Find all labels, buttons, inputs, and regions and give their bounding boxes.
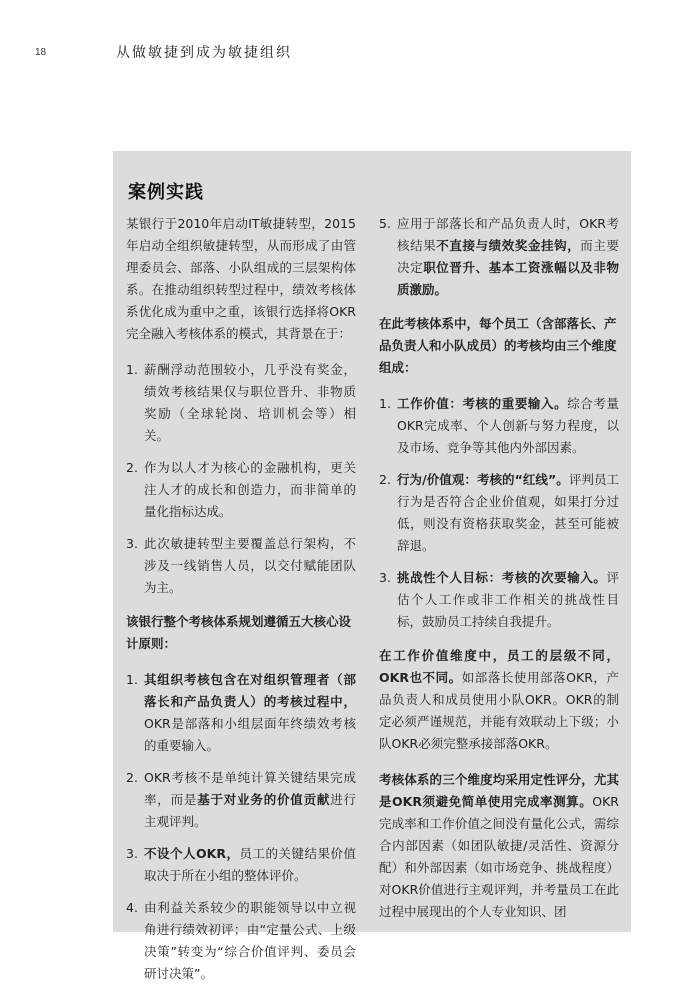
- principles-heading: 该银行整个考核体系规划遵循五大核心设计原则：: [126, 614, 352, 651]
- list-text: 评估个人工作或非工作相关的挑战性目标，鼓励员工持续自我提升。: [397, 570, 619, 629]
- list-number: 3.: [126, 536, 138, 551]
- bold-text: 行为/价值观：考核的“红线”。: [397, 472, 569, 487]
- bold-text: 在工作价值维度中，员工的层级不同，OKR也不同。: [379, 648, 619, 685]
- list-text: 应用于部落长和产品负责人时，OKR考核结果: [397, 216, 619, 253]
- list-item: [379, 393, 619, 459]
- list-number: 1.: [126, 672, 138, 687]
- list-item: [126, 359, 356, 447]
- list-text: 进行主观评判。: [144, 792, 356, 829]
- dimensions-heading: 在此考核体系中，每个员工（含部落长、产品负责人和小队成员）的考核均由三个维度组成：: [379, 316, 617, 375]
- list-number: 3.: [126, 846, 138, 861]
- list-item: [379, 213, 619, 301]
- principles-list: [126, 669, 356, 985]
- dimensions-list: [379, 393, 619, 633]
- bold-text: 不设个人OKR，: [144, 846, 240, 861]
- list-text: 员工的关键结果价值取决于所在小组的整体评价。: [144, 846, 356, 883]
- bold-text: 基于对业务的价值贡献: [197, 792, 331, 807]
- list-text: 而主要决定: [397, 238, 619, 275]
- left-column: [126, 213, 356, 997]
- bold-text: 其组织考核包含在对组织管理者（部落长和产品负责人）的考核过程中，: [144, 672, 356, 709]
- list-text: 薪酬浮动范围较小，几乎没有奖金，绩效考核结果仅与职位晋升、非物质奖励（全球轮岗、培训机会等）相关。: [144, 362, 356, 443]
- list-number: 2.: [126, 770, 138, 785]
- case-study-box: [113, 151, 631, 981]
- list-item: [379, 469, 619, 557]
- paragraph-text: OKR完成率和工作价值之间没有量化公式，需综合内部因素（如团队敏捷/灵活性、资源分配）和外部因素（如市场竞争、挑战程度）对OKR价值进行主观评判，并考量员工在此过程中展现出的个人专业知识、团: [379, 794, 619, 919]
- list-text: 综合考量OKR完成率、个人创新与努力程度，以及市场、竞争等其他内外部因素。: [397, 396, 619, 455]
- page-number: 18: [35, 47, 47, 58]
- list-number: 1.: [126, 362, 138, 377]
- list-text: 此次敏捷转型主要覆盖总行架构，不涉及一线销售人员，以交付赋能团队为主。: [144, 536, 356, 595]
- list-item: [379, 567, 619, 633]
- bold-text: 不直接与绩效奖金挂钩，: [436, 238, 581, 253]
- case-title: 案例实践: [128, 182, 204, 203]
- principles-list-continued: [379, 213, 619, 301]
- list-text: 评判员工行为是否符合企业价值观，如果打分过低，则没有资格获取奖金，甚至可能被辞退。: [397, 472, 619, 553]
- running-title: 从做敏捷到成为敏捷组织: [116, 45, 292, 61]
- list-item: [126, 767, 356, 833]
- list-number: 1.: [379, 396, 391, 411]
- list-text: OKR是部落和小组层面年终绩效考核的重要输入。: [144, 716, 356, 753]
- list-number: 2.: [126, 460, 138, 475]
- list-text: OKR考核不是单纯计算关键结果完成率，而是: [144, 770, 356, 807]
- list-item: [126, 897, 356, 985]
- list-number: 5.: [379, 216, 391, 231]
- bold-text: 职位晋升、基本工资涨幅以及非物质激励。: [397, 260, 619, 297]
- list-item: [126, 669, 356, 757]
- bold-text: 工作价值：考核的重要输入。: [397, 396, 568, 411]
- level-paragraph: [379, 645, 619, 755]
- list-number: 3.: [379, 570, 391, 585]
- list-number: 4.: [126, 900, 138, 915]
- bold-text: 挑战性个人目标：考核的次要输入。: [397, 570, 607, 585]
- bold-text: 考核体系的三个维度均采用定性评分，尤其是OKR须避免简单使用完成率测算。: [379, 772, 619, 809]
- right-column: [379, 213, 619, 937]
- intro-paragraph: 某银行于2010年启动IT敏捷转型，2015年启动全组织敏捷转型，从而形成了由管理委员会、部落、小队组成的三层架构体系。在推动组织转型过程中，绩效考核体系优化成为重中之重，该银行选择将OKR完全融入考核体系的模式，其背景在于：: [126, 216, 356, 341]
- list-text: 作为以人才为核心的金融机构，更关注人才的成长和创造力，而非简单的量化指标达成。: [144, 460, 356, 519]
- list-text: 由利益关系较少的职能领导以中立视角进行绩效初评；由“定量公式、上级决策”转变为“综合价值评判、委员会研讨决策”。: [144, 900, 356, 981]
- list-number: 2.: [379, 472, 391, 487]
- background-list: [126, 359, 356, 599]
- list-item: [126, 843, 356, 887]
- list-item: [126, 533, 356, 599]
- qualitative-paragraph: [379, 769, 619, 923]
- list-item: [126, 457, 356, 523]
- paragraph-text: 如部落长使用部落OKR，产品负责人和成员使用小队OKR。OKR的制定必须严谨规范，并能有效联动上下级；小队OKR必须完整承接部落OKR。: [379, 670, 619, 751]
